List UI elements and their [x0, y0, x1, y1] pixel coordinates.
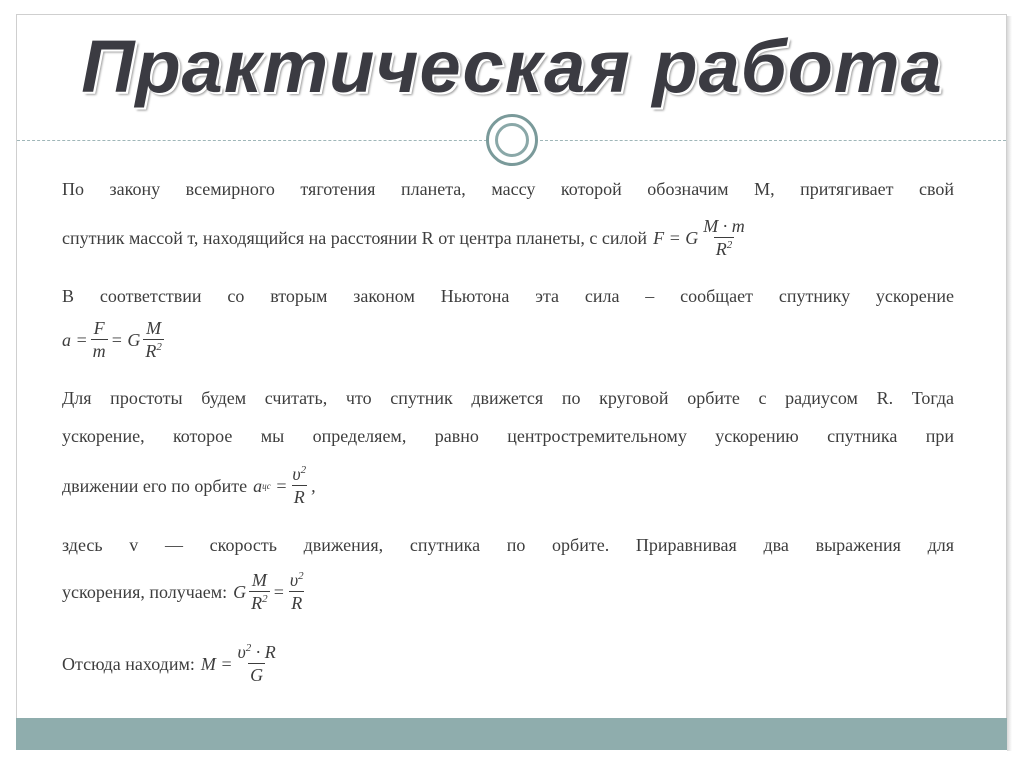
text-p4-2: ускорения, получаем:: [62, 581, 228, 602]
text-line-p3-3: [62, 464, 954, 507]
formula-equate: [233, 570, 308, 613]
formula-accel-eq1: =: [75, 329, 88, 350]
formula-mass: [201, 642, 281, 685]
formula-accel-fraction-1: [91, 318, 108, 361]
divider-right: [540, 140, 1006, 141]
formula-equate-fraction-2: [288, 570, 306, 613]
formula-accel-den2-base: R: [145, 341, 157, 361]
formula-accel-num2: M: [146, 318, 162, 338]
text-p5-1: Отсюда находим:: [62, 653, 195, 674]
text-line-p4-1: здесь v — скорость движения, спутника по орбите. Приравнивая два выражения для: [62, 535, 954, 555]
formula-equate-num2: [288, 570, 306, 591]
formula-mass-den: G: [250, 665, 264, 685]
formula-row-accel: [62, 318, 954, 361]
slide-shadow: [1007, 16, 1012, 751]
formula-accel-num1: F: [93, 318, 105, 338]
divider-left: [17, 140, 487, 141]
formula-mass-num: [236, 642, 278, 663]
formula-force-den-base: R: [715, 239, 727, 259]
formula-force-fraction: [701, 216, 747, 259]
text-line-p2-1: В соответствии со вторым законом Ньютона эта сила – сообщает спутнику ускорение: [62, 286, 954, 306]
text-line-p1-1: По закону всемирного тяготения планета, массу которой обозначим М, притягивает свой: [62, 179, 954, 199]
formula-centripetal-eq: =: [275, 475, 288, 496]
ring-ornament-icon: [486, 114, 538, 166]
formula-mass-num-base: υ: [237, 642, 246, 662]
formula-force-den-sup: 2: [726, 239, 733, 251]
formula-force-coef: G: [685, 227, 699, 248]
formula-equate-eq: =: [272, 581, 285, 602]
formula-equate-num1: M: [251, 570, 267, 590]
formula-accel: [62, 318, 167, 361]
formula-accel-den1: m: [92, 341, 106, 361]
formula-mass-fraction: [236, 642, 278, 685]
formula-centripetal-den: R: [293, 487, 305, 507]
formula-force: [653, 216, 750, 259]
text-p1-2: спутник массой т, находящийся на расстоянии R от центра планеты, с силой: [62, 227, 648, 248]
formula-centripetal-num-sup: 2: [300, 464, 307, 476]
formula-accel-fraction-2: [143, 318, 164, 361]
text-line-p5-1: [62, 642, 954, 685]
formula-equate-den1: [249, 591, 270, 613]
formula-centripetal-num-base: υ: [292, 464, 301, 484]
formula-force-den: [714, 237, 735, 259]
formula-mass-num-sup: 2: [245, 642, 252, 654]
formula-centripetal: a цс = $\frac{\upsilon^2}{R}$ ,: [253, 464, 316, 507]
text-p3-3: движении его по орбите: [62, 475, 248, 496]
formula-equate-den2: R: [291, 593, 303, 613]
formula-mass-eq: =: [220, 653, 233, 674]
formula-accel-coef: G: [127, 329, 141, 350]
formula-mass-lhs: M: [200, 653, 216, 674]
formula-mass-num-rest: · R: [251, 642, 276, 662]
formula-equate-num2-base: υ: [289, 570, 299, 590]
formula-accel-den2: [143, 339, 164, 361]
formula-accel-eq2: =: [110, 329, 123, 350]
text-line-p4-2: [62, 570, 954, 613]
formula-equate-num2-sup: 2: [298, 570, 304, 582]
formula-force-num: M · m: [703, 216, 745, 236]
formula-centripetal-lhs: a: [253, 475, 263, 496]
formula-centripetal-num: [290, 464, 308, 485]
footer-accent-bar: [16, 718, 1007, 750]
formula-equate-coef: G: [233, 581, 247, 602]
text-line-p3-2: ускорение, которое мы определяем, равно центростремительному ускорению спутника при: [62, 426, 954, 446]
slide-title: Практическая работа: [81, 25, 943, 108]
formula-force-lhs: F: [653, 227, 665, 248]
formula-accel-lhs: a: [62, 329, 71, 350]
text-line-p1-2: [62, 216, 954, 259]
formula-equate-den1-sup: 2: [262, 593, 268, 605]
formula-centripetal-fraction: [290, 464, 308, 507]
text-line-p3-1: Для простоты будем считать, что спутник движется по круговой орбите с радиусом R. Тогда: [62, 388, 954, 408]
formula-centripetal-comma: ,: [311, 475, 316, 496]
formula-accel-den2-sup: 2: [156, 341, 162, 353]
formula-force-eq: =: [668, 227, 681, 248]
formula-equate-fraction-1: [249, 570, 270, 613]
formula-equate-den1-base: R: [251, 593, 263, 613]
